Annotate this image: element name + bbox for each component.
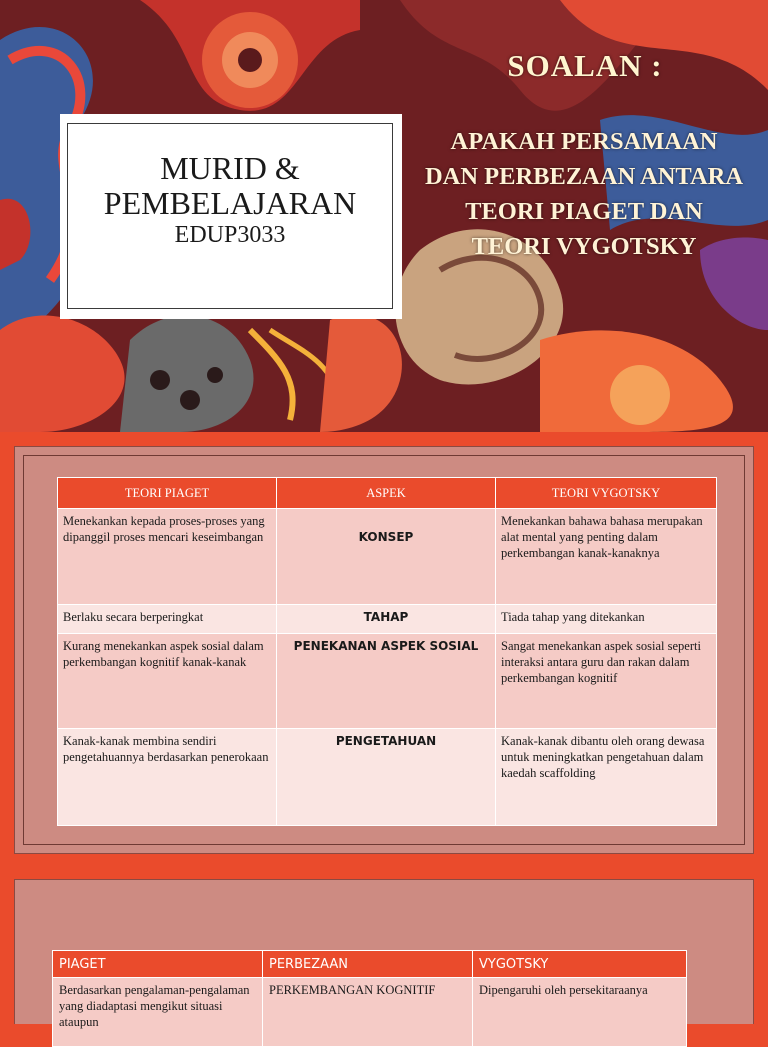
header-perbezaan: PERBEZAAN xyxy=(263,951,473,978)
header-piaget: TEORI PIAGET xyxy=(58,478,277,509)
table-row xyxy=(58,509,717,605)
header-piaget: PIAGET xyxy=(53,951,263,978)
table-header-row xyxy=(53,951,687,978)
course-title: MURID & PEMBELAJARAN xyxy=(103,150,357,221)
comparison-table xyxy=(57,477,717,826)
header-vygotsky: TEORI VYGOTSKY xyxy=(496,478,717,509)
cell-vygotsky: Tiada tahap yang ditekankan xyxy=(496,605,717,634)
table-row xyxy=(53,978,687,1047)
course-code: EDUP3033 xyxy=(174,222,286,248)
table-header-row xyxy=(58,478,717,509)
cell-vygotsky: Menekankan bahawa bahasa merupakan alat mental yang penting dalam perkembangan kanak-kanaknya xyxy=(496,509,717,605)
table-row xyxy=(58,729,717,826)
title-slide xyxy=(0,0,768,432)
cell-aspek: KONSEP xyxy=(277,509,496,605)
cell-piaget: Berlaku secara berperingkat xyxy=(58,605,277,634)
cell-aspek: TAHAP xyxy=(277,605,496,634)
cell-piaget: Kurang menekankan aspek sosial dalam perkembangan kognitif kanak-kanak xyxy=(58,634,277,729)
cell-vygotsky: Kanak-kanak dibantu oleh orang dewasa untuk meningkatkan pengetahuan dalam kaedah scaffolding xyxy=(496,729,717,826)
cell-vygotsky: Dipengaruhi oleh persekitaraanya xyxy=(473,978,687,1047)
table-row xyxy=(58,634,717,729)
soalan-label: SOALAN : xyxy=(507,48,663,83)
title-box xyxy=(60,114,402,319)
cell-vygotsky: Sangat menekankan aspek sosial seperti interaksi antara guru dan rakan dalam perkembangan kognitif xyxy=(496,634,717,729)
cell-perbezaan: PERKEMBANGAN KOGNITIF xyxy=(263,978,473,1047)
difference-table xyxy=(52,950,687,1047)
header-vygotsky: VYGOTSKY xyxy=(473,951,687,978)
table-row xyxy=(58,605,717,634)
cell-piaget: Kanak-kanak membina sendiri pengetahuannya berdasarkan penerokaan xyxy=(58,729,277,826)
cell-aspek: PENEKANAN ASPEK SOSIAL xyxy=(277,634,496,729)
title-box-border xyxy=(67,123,393,309)
cell-piaget: Menekankan kepada proses-proses yang dipanggil proses mencari keseimbangan xyxy=(58,509,277,605)
question-text: APAKAH PERSAMAAN DAN PERBEZAAN ANTARA TEORI PIAGET DAN TEORI VYGOTSKY xyxy=(424,128,744,260)
cell-piaget: Berdasarkan pengalaman-pengalaman yang diadaptasi mengikut situasi ataupun xyxy=(53,978,263,1047)
header-aspek: ASPEK xyxy=(277,478,496,509)
cell-aspek: PENGETAHUAN xyxy=(277,729,496,826)
